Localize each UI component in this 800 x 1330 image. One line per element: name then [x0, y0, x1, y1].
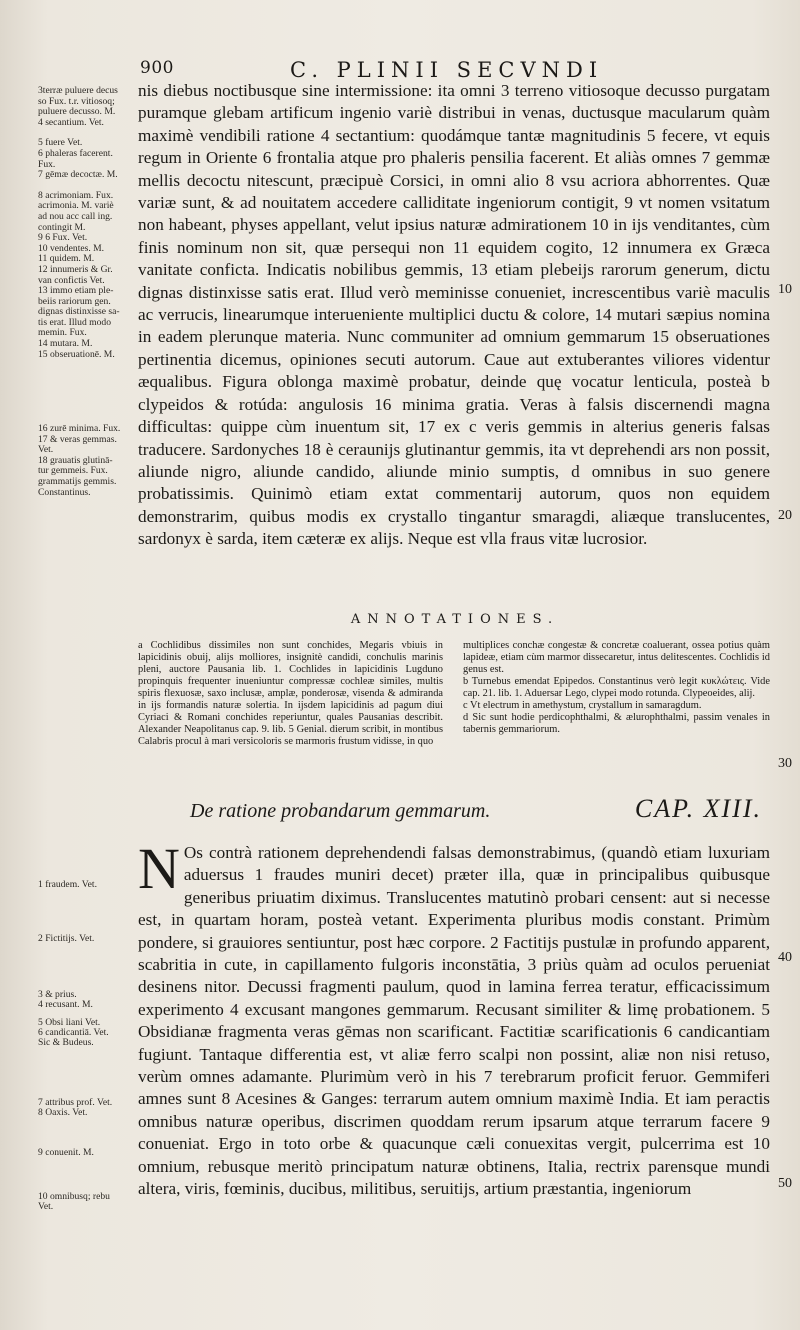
main-text-section-2	[138, 836, 770, 1287]
running-title: C. PLINII SECVNDI	[290, 58, 604, 82]
margin-note-line: Vet.	[38, 444, 54, 456]
margin-note-line: 5 fuere Vet.	[38, 137, 83, 149]
annotations-heading: ANNOTATIONES.	[350, 612, 560, 627]
margin-notes-upper	[38, 86, 136, 360]
margin-note-line: 6 phaleras facerent.	[38, 147, 113, 159]
margin-note-line: 10 vendentes. M.	[38, 242, 105, 254]
margin-note-line: so Fux. t.r. vitiosoq;	[38, 95, 115, 107]
line-number-40: 40	[778, 950, 792, 965]
margin-note-line: tis erat. Illud modo	[38, 316, 112, 328]
page-number: 900	[140, 58, 174, 78]
main-text-section-1	[138, 80, 770, 600]
margin-note-line: tur gemmeis. Fux.	[38, 465, 108, 477]
margin-note-line: 16 zurē minima. Fux.	[38, 423, 121, 434]
margin-note-line: contingit M.	[38, 221, 86, 233]
margin-note-line: van confictis Vet.	[38, 274, 105, 286]
annotations	[138, 640, 770, 790]
margin-note-2: 2 Fictitijs. Vet.	[38, 933, 95, 944]
chapter-number: CAP. XIII.	[634, 794, 762, 823]
annotation-c: c Vt electrum in amethystum, crystallum in samaragdum.	[463, 700, 702, 711]
line-number-50: 50	[778, 1176, 792, 1191]
margin-note-9: 9 conuenit. M.	[38, 1147, 94, 1158]
annotation-d: d Sic sunt hodie perdicophthalmi, & ælurophthalmi, passim venales in tabernis gemmariorum.	[463, 712, 770, 735]
margin-notes-middle	[38, 424, 136, 498]
margin-note-line: 15 obseruationē. M.	[38, 348, 115, 360]
margin-note-line: 4 secantium. Vet.	[38, 116, 104, 128]
chapter-title: De ratione probandarum gemmarum.	[190, 800, 491, 822]
main-paragraph-2: Os contrà rationem deprehendendi falsas demonstrabimus, (quandò etiam luxuriam aduersus 1 fraudes muniri decet) præter illa, quæ in principalibus quibusque generibus priuatim diximus. Translucentes matutinò probari censent: aut si necesse est, in quartam horam, posteà vetant. Experimenta pluribus modis constant. Primùm pondere, si grauiores sentiuntur, post hæc corpore. 2 Factitijs pustulæ in profundo apparent, scabritia in cute, in capillamento fulgoris inconstātia, 3 priùs quàm ad oculos perueniat desinens nitor. Decussi fragmenti paulum, quod in lamina ferrea teratur, efficacissimum experimento 4 excusant mangones gemmarum. Recusant similiter & limę probationem. 5 Obsidianæ fragmenta veras gēmas non scarificant. Factitiæ scarificationis 6 candicantiam fugiunt. Tantaque differentia est, vt aliæ ferro scalpi non possint, aliæ non nisi retuso, verùm omnes adamante. Plurimùm verò in his 7 terebrarum proficit feruor. Gemmiferi amnes sunt 8 Acesines & Ganges: terrarum autem omnium maximè India. Et iam peractis omnibus naturæ operibus, discrimen quoddam rerum ipsarum atque terrarum facere 9 conueniat. Ergo in toto orbe & quacunque cæli conuexitas vergit, pulcerrima est 10 omnium, rebusque meritò principatum naturæ obtinens, Italia, rectrix parensque mundi altera, viris, fœminis, ducibus, militibus, seruitijs, artium præstantia, ingeniorum	[138, 843, 770, 1199]
margin-note-line: dignas distinxisse sa-	[38, 306, 120, 318]
margin-note-line: 13 immo etiam ple-	[38, 285, 114, 297]
drop-cap: N	[138, 836, 180, 901]
annotation-a-continued: multiplices conchæ congestæ & concretæ coaluerant, ossea potius quàm lapideæ, etiam cùm marmor dissecaretur, intus delitescentes. Cochlidis id genus est.	[463, 640, 770, 675]
margin-note-3: 3 & prius.	[38, 989, 77, 1000]
margin-note-line: Fux.	[38, 158, 56, 170]
main-paragraph-1: nis diebus noctibusque sine intermissione: ita omni 3 terreno vitiosoque decusso purgatam puramque glebam artificum ingenio variè distribui in venas, ductusque macularum quàm maximè vendibili ratione 4 sectantium: quodámque tantæ magnitudinis 5 fecere, vt equis regum in Oriente 6 frontalia atque pro phaleris pensilia facerent. Et aliàs omnes 7 gemmæ mellis decoctu nitescunt, præcipuè Corsici, in omni alio 8 vsu acriora abhorrentes. Quæ variæ sunt, & ad nouitatem accedere calliditate ingeniorum contigit, 9 vt nomen vsitatum non habeant, physes appellant, velut ipsius naturæ admirationem 10 in ijs venditantes, cùm finis nominum non sit, quæ persequi non 11 equidem cogito, 12 innumera ex Græca vanitate conficta. Indicatis nobilibus gemmis, 13 etiam plebeijs rarorum generum, dictu dignas distinxisse satis erat. Illud verò meminisse conueniet, increscentibus variè maculis ac verrucis, linearumque interueniente multiplici ductu & colore, 14 mutari sæpius nomina in eadem plerunque materia. Nunc communiter ad omnium gemmarum 15 obseruationes pertinentia dicemus, opiniones secuti autorum. Caue aut extuberantes viliores videntur æqualibus. Figura oblonga maximè probatur, deinde quę vocatur lenticula, posteà b clypeidos & rotúda: angulosis 16 minima gratia. Veras à falsis discernendi magna difficultas: quippe cùm inuentum sit, 17 ex c veris gemmis in alterius generis falsas traducere. Sardonyches 18 è ceraunijs glutinantur gemmis, ita vt deprehendi ars non possit, aliunde nigro, aliunde candido, aliunde minio sumptis, d omnibus in suo genere probatissimis. Quinimò etiam extat commentarij autorum, quos non equidem demonstrarim, quibus modis ex crystallo tingantur smaragdi, aliæque translucentes, sardonyx è sarda, item cæteræ ex alijs. Neque est vlla fraus vitæ lucrosior.	[138, 81, 770, 549]
margin-note-4: 4 recusant. M.	[38, 999, 93, 1010]
line-number-20: 20	[778, 508, 792, 523]
margin-note-6-cont: Sic & Budeus.	[38, 1037, 94, 1048]
chapter-heading	[190, 794, 770, 830]
margin-note-5: 5 Obsi liani Vet.	[38, 1017, 101, 1028]
margin-note-line: ad nou acc call ing.	[38, 210, 113, 222]
margin-note-line: 14 mutara. M.	[38, 338, 93, 350]
margin-note-line: memin. Fux.	[38, 327, 87, 339]
margin-note-line: 7 gēmæ decoctæ. M.	[38, 169, 118, 181]
margin-note-7: 7 attribus prof. Vet.	[38, 1097, 113, 1108]
margin-note-line: 9 6 Fux. Vet.	[38, 232, 88, 244]
annotations-left-column	[138, 640, 443, 748]
margin-note-line: acrimonia. M. variè	[38, 200, 114, 212]
margin-note-line: puluere decusso. M.	[38, 106, 116, 118]
margin-note-line: 12 innumeris & Gr.	[38, 263, 113, 275]
margin-note-8: 8 Oaxis. Vet.	[38, 1107, 88, 1118]
margin-note-line: 8 acrimoniam. Fux.	[38, 189, 114, 201]
margin-note-line: 11 quidem. M.	[38, 253, 95, 265]
annotation-b: b Turnebus emendat Epipedos. Constantinus verò legit κυκλώτεις. Vide cap. 21. lib. 1. Aduersar Lego, clypei modo rotunda. Clypeoeides, alij.	[463, 676, 770, 699]
margin-note-line: 17 & veras gemmas.	[38, 433, 117, 445]
margin-note-line: beiis rariorum gen.	[38, 295, 111, 307]
margin-note-line: Constantinus.	[38, 486, 91, 498]
margin-note-6: 6 candicantiā. Vet.	[38, 1027, 109, 1038]
margin-note-line: 3terræ puluere decus	[38, 85, 118, 96]
margin-note-line: 18 grauatis glutinā-	[38, 454, 113, 466]
line-number-10: 10	[778, 282, 792, 297]
margin-note-10-cont: Vet.	[38, 1201, 54, 1212]
annotations-right-column	[463, 640, 770, 736]
margin-note-1: 1 fraudem. Vet.	[38, 879, 97, 890]
margin-note-10: 10 omnibusq; rebu	[38, 1191, 110, 1202]
annotation-a: a Cochlidibus dissimiles non sunt conchides, Megaris vbiuis in lapicidinis obuij, alijs molliores, insignitè candidi, conchulis marinis pleni, auctore Pausania lib. 1. Cochlides in lapicidinis Lugduno propinquis frequenter inueniuntur compressæ cochleæ similes, multis spiris flexuosæ, saxo inclusæ, amplæ, ponderosæ, visenda & admiranda in ijs formandis naturæ solertia. In ijsdem lapicidinis ad pagum diui Cyriaci & Romani conchides reperiuntur, quales Pausanias describit. Alexander Neapolitanus cap. 9. lib. 5 Genial. dierum scribit, in montibus Calabris procul à mari versicoloris se marmoris frustum vidisse, in quo	[138, 640, 443, 747]
margin-note-line: grammatijs gemmis.	[38, 475, 117, 487]
line-number-30: 30	[778, 756, 792, 771]
